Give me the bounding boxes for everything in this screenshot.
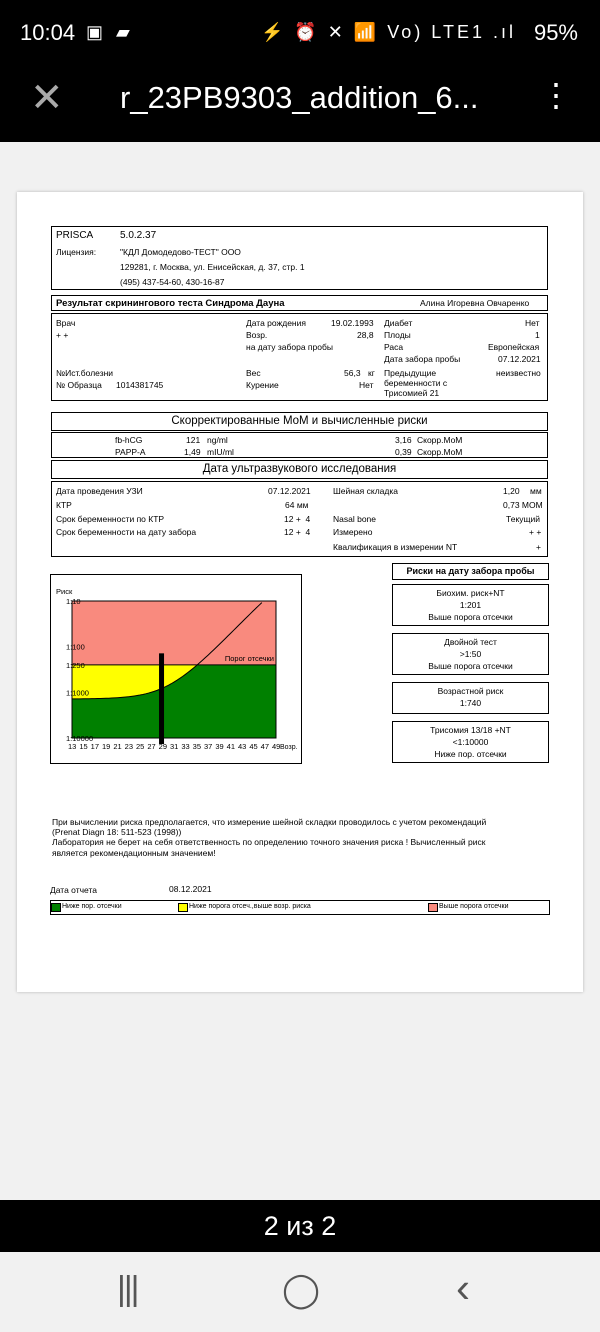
risk-card-age — [392, 682, 549, 714]
risk-card-double-test — [392, 633, 549, 675]
sample-date-label: Дата забора пробы — [384, 354, 461, 364]
x-tick-label: 23 — [124, 742, 134, 751]
app-bar — [0, 66, 600, 142]
risk-value: 1:201 — [459, 600, 482, 610]
navigation-bar — [0, 1252, 600, 1332]
status-time: 10:04 — [20, 20, 76, 45]
marker-value: 121 — [186, 435, 201, 445]
race-label: Раса — [384, 342, 404, 352]
page-indicator — [0, 1200, 600, 1252]
nt-unit: мм — [530, 486, 542, 496]
dob-value: 19.02.1993 — [331, 318, 374, 328]
fetus-label: Плоды — [384, 330, 411, 340]
x-tick-label: 21 — [113, 742, 122, 751]
x-tick-label: 31 — [170, 742, 179, 751]
close-icon[interactable]: ✕ — [30, 76, 64, 120]
legend-swatch-green — [51, 903, 61, 912]
risk-status: Выше порога отсечки — [428, 612, 513, 622]
age-note: на дату забора пробы — [246, 342, 333, 352]
y-axis-label: Риск — [56, 587, 73, 596]
age-value: 28,8 — [357, 330, 374, 340]
us-title-box — [51, 460, 548, 479]
y-tick-label: 1:10000 — [66, 734, 94, 743]
measured-label: Измерено — [333, 527, 373, 537]
battery-level: 95% — [533, 20, 578, 45]
note-line-1: При вычислении риска предполагается, что измерение шейной складки проводилось с учетом рекомендаций — [52, 817, 487, 827]
patient-age-marker — [159, 653, 164, 744]
x-tick-label: 27 — [147, 742, 156, 751]
risk-card-biochem — [392, 584, 549, 626]
ktr-value: 64 мм — [285, 500, 309, 510]
risk-name: Трисомия 13/18 +NT — [430, 725, 511, 735]
more-options-icon[interactable]: ⋮ — [540, 77, 572, 113]
marker-unit: ng/ml — [207, 435, 228, 445]
x-tick-label: 43 — [238, 742, 247, 751]
ga-ktr-value: 12 + 4 — [284, 514, 311, 524]
marker-value: 1,49 — [184, 447, 201, 457]
y-tick-label: 1:10 — [66, 597, 81, 606]
report-date-value: 08.12.2021 — [169, 884, 212, 894]
risk-name: Двойной тест — [444, 637, 497, 647]
note-line-3: Лаборатория не берет на себя ответственность по определению точного значения риска ! Вычисленный риск — [52, 837, 486, 847]
status-bar — [0, 0, 600, 66]
x-tick-label: 25 — [136, 742, 145, 751]
ktr-label: КТР — [56, 500, 72, 510]
x-tick-label: 47 — [260, 742, 270, 751]
ist-label: №Ист.болезни — [56, 368, 114, 378]
sample-label: № Образца — [56, 380, 102, 390]
weight-value: 56,3 — [344, 368, 361, 378]
x-tick-label: 13 — [68, 742, 77, 751]
x-tick-label: 37 — [204, 742, 213, 751]
legend-swatch-yellow — [178, 903, 188, 912]
risk-value: 1:740 — [459, 698, 482, 708]
race-value: Европейская — [488, 342, 540, 352]
marker-unit: mIU/ml — [207, 447, 234, 457]
legend-swatch-red — [428, 903, 438, 912]
x-tick-label: 49 — [272, 742, 281, 751]
page-indicator-text: 2 из 2 — [263, 1211, 337, 1241]
risks-title: Риски на дату забора пробы — [406, 566, 535, 576]
x-tick-label: 35 — [192, 742, 202, 751]
report-date-label: Дата отчета — [50, 885, 98, 895]
legend-label: Ниже пор. отсечки — [62, 903, 122, 910]
weight-unit: кг — [368, 368, 375, 378]
prev-label-2: беременности с — [384, 378, 448, 388]
legend-label: Ниже порога отсеч.,выше возр. риска — [189, 903, 311, 910]
home-icon[interactable]: ◯ — [282, 1271, 321, 1309]
prisca-version: 5.0.2.37 — [120, 230, 157, 241]
license-address: 129281, г. Москва, ул. Енисейская, д. 37, стр. 1 — [120, 262, 305, 272]
prev-label-1: Предыдущие — [384, 368, 437, 378]
cutoff-label: Порог отсечки — [224, 653, 274, 663]
recent-apps-icon[interactable]: ||| — [117, 1270, 138, 1308]
risk-chart — [50, 574, 302, 764]
x-tick-label: 19 — [102, 742, 111, 751]
smoke-value: Нет — [359, 380, 374, 390]
ga-sample-label: Срок беременности на дату забора — [56, 527, 197, 537]
y-tick-label: 1:250 — [66, 660, 85, 670]
dob-label: Дата рождения — [246, 318, 306, 328]
marker-name: PAPP-A — [115, 447, 146, 457]
sample-date-value: 07.12.2021 — [498, 354, 541, 364]
weight-label: Вес — [246, 368, 261, 378]
mom-title-box — [51, 412, 548, 431]
risk-name: Возрастной риск — [437, 686, 504, 696]
note-line-4: является рекомендационным значением! — [52, 848, 216, 858]
smoke-label: Курение — [246, 380, 279, 390]
risk-value: >1:50 — [459, 649, 482, 659]
marker-mom: 0,39 — [395, 447, 412, 457]
x-tick-label: 17 — [90, 742, 100, 751]
license-phone: (495) 437-54-60, 430-16-87 — [120, 277, 225, 287]
x-axis-label: Возр. — [280, 744, 298, 751]
prisca-label: PRISCA — [56, 230, 94, 241]
measured-value: + + — [529, 527, 542, 537]
us-date-label: Дата проведения УЗИ — [56, 486, 143, 496]
system-icons: ⚡ ⏰ ✕ 📶 Vo) LTE1 .ıl — [260, 22, 516, 42]
document-page — [17, 192, 583, 992]
diabetes-value: Нет — [525, 318, 540, 328]
qual-value: + — [536, 542, 541, 552]
nb-label: Nasal bone — [333, 514, 377, 524]
marker-name: fb-hCG — [115, 435, 143, 445]
prev-label-3: Трисомией 21 — [384, 388, 440, 398]
risk-card-trisomy-13-18 — [392, 721, 549, 763]
risk-status: Ниже пор. отсечки — [434, 749, 507, 759]
x-tick-label: 33 — [181, 742, 190, 751]
risk-name: Биохим. риск+NT — [436, 588, 505, 598]
y-tick-label: 1:1000 — [66, 688, 89, 698]
document-title: r_23PB9303_addition_6... — [120, 80, 479, 115]
doctor-value: + + — [56, 330, 69, 340]
x-tick-label: 41 — [226, 742, 236, 751]
risks-title-box — [392, 563, 549, 580]
risk-status: Выше порога отсечки — [428, 661, 513, 671]
mom-title: Скорректированные MoM и вычисленные риски — [171, 415, 428, 427]
nt-value: 1,20 — [503, 486, 520, 496]
note-line-2: (Prenat Diagn 18: 511-523 (1998)) — [52, 827, 182, 837]
diabetes-label: Диабет — [384, 318, 413, 328]
x-tick-label: 39 — [215, 742, 224, 751]
us-date-value: 07.12.2021 — [268, 486, 311, 496]
ga-ktr-label: Срок беременности по КТР — [56, 514, 165, 524]
license-org: "КДЛ Домодедово-ТЕСТ" ООО — [120, 247, 241, 257]
y-tick-label: 1:100 — [66, 642, 85, 652]
x-tick-label: 29 — [158, 742, 168, 751]
age-label: Возр. — [246, 330, 268, 340]
x-tick-label: 45 — [249, 742, 258, 751]
sample-value: 1014381745 — [116, 380, 164, 390]
patient-name: Алина Игоревна Овчаренко — [420, 298, 530, 308]
marker-mom: 3,16 — [395, 435, 412, 445]
risk-chart-svg — [51, 575, 301, 763]
risk-value: <1:10000 — [452, 737, 489, 747]
fetus-value: 1 — [535, 330, 540, 340]
notification-icons: ▣ ▰ — [86, 22, 134, 42]
nt-mom: 0,73 MOM — [503, 500, 543, 510]
marker-mom-unit: Скорр.MoM — [417, 435, 463, 445]
nt-label: Шейная складка — [333, 486, 398, 496]
us-title: Дата ультразвукового исследования — [202, 463, 397, 475]
doctor-label: Врач — [56, 318, 76, 328]
x-tick-label: 15 — [79, 742, 88, 751]
license-label: Лицензия: — [56, 247, 97, 257]
result-title: Результат скринингового теста Синдрома Дауна — [56, 298, 285, 309]
qual-label: Квалификация в измерении NT — [333, 542, 458, 552]
legend-label: Выше порога отсечки — [439, 903, 509, 910]
ga-sample-value: 12 + 4 — [284, 527, 311, 537]
marker-mom-unit: Скорр.MoM — [417, 447, 463, 457]
nb-value: Текущий — [506, 514, 540, 524]
prev-value: неизвестно — [496, 368, 541, 378]
back-icon[interactable]: ‹ — [456, 1264, 470, 1311]
